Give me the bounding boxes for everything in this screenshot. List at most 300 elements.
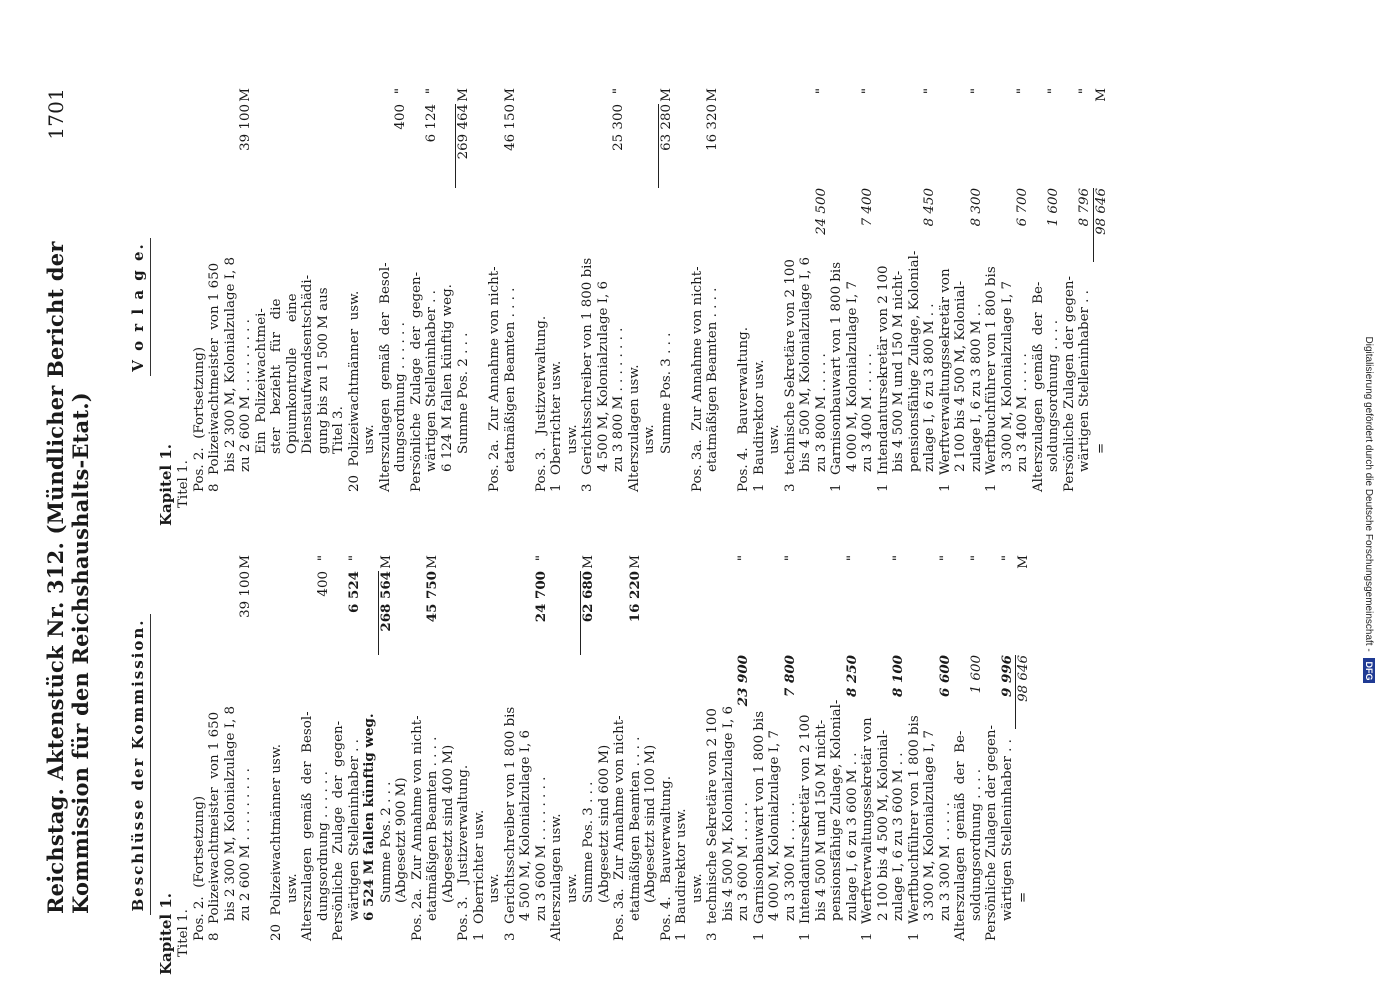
total-amount: 16 320 [705, 104, 720, 151]
currency-unit: M [627, 555, 643, 569]
line-text: Pos. 4. Bauverwaltung. [658, 776, 674, 941]
line-text: usw. [284, 873, 300, 903]
budget-line [518, 555, 534, 975]
line-text: Alterszulagen gemäß der Be- [1030, 281, 1046, 492]
currency-unit: M [705, 88, 720, 102]
column-beschluesse [113, 555, 1383, 975]
total-amount: 25 300 [611, 104, 626, 151]
line-text: 1 Werftverwaltungssekretär von [860, 717, 875, 941]
line-text: pensionsfähige Zulage, Kolonial- [829, 699, 844, 921]
total-amount: 39 100 [238, 104, 253, 151]
line-text: 4 000 M, Kolonialzulage I, 7 [767, 729, 782, 921]
line-text: zu 3 400 M . . . . . [1015, 353, 1030, 472]
vorlage-rows [156, 88, 1110, 526]
budget-line [409, 88, 425, 526]
line-text: Kapitel 1. [156, 444, 175, 526]
currency-unit: " [1015, 88, 1030, 95]
line-text: zulage I, 6 zu 3 800 M . . [922, 303, 937, 472]
budget-line [1015, 88, 1031, 526]
sub-amount: 1 600 [1046, 188, 1061, 227]
line-text: Alterszulagen gemäß der Be- [953, 730, 968, 941]
budget-line [627, 88, 643, 526]
budget-line [503, 555, 519, 975]
line-text: zu 3 300 M . . . . . [937, 802, 953, 921]
total-amount: 45 750 [424, 571, 440, 623]
line-text: 3 300 M, Kolonialzulage I, 7 [922, 729, 937, 921]
line-text: 8 Polizeiwachtmeister von 1 650 [207, 711, 222, 941]
line-text: bis 2 300 M, Kolonialzulage I, 8 [222, 256, 238, 472]
currency-unit: " [424, 88, 439, 95]
budget-line [331, 555, 347, 975]
budget-line [860, 88, 876, 526]
line-text: 1 Oberrichter usw. [471, 809, 487, 941]
sub-amount: 6 700 [1015, 188, 1030, 227]
budget-line [969, 88, 985, 526]
line-text: Ein Polizeiwachtmei- [253, 308, 269, 454]
budget-line [285, 555, 301, 975]
page-header [43, 88, 93, 914]
line-text: usw. [767, 424, 782, 454]
budget-line [829, 88, 845, 526]
line-text: 2 100 bis 4 500 M, Kolonial- [875, 729, 891, 921]
budget-line [767, 555, 783, 975]
beschluesse-rows [156, 555, 1032, 975]
line-text: zu 3 600 M . . . . . . . . [533, 776, 549, 921]
line-text: zulage I, 6 zu 3 800 M . . [968, 303, 984, 472]
line-text: gung bis zu 1 500 M aus [315, 287, 331, 454]
chapter-heading [156, 555, 175, 975]
line-text: Pos. 3. Justizverwaltung. [533, 315, 549, 492]
currency-unit: " [891, 555, 906, 562]
line-text: 1 Garnisonbauwart von 1 800 bis [751, 710, 767, 941]
line-text: Titel 1. [176, 909, 191, 957]
spacer [518, 88, 534, 526]
sub-amount: 8 100 [890, 655, 906, 697]
line-text: 3 technische Sekretäre von 2 100 [705, 708, 720, 941]
budget-line [378, 555, 395, 975]
currency-unit: " [968, 88, 984, 95]
budget-line [984, 88, 1000, 526]
line-text: 6 124 M fallen künftig weg. [439, 284, 455, 472]
line-text: dungsordnung . . . . . . [393, 322, 408, 472]
line-text: 1 Oberrichter usw. [549, 360, 564, 492]
budget-line [658, 88, 675, 526]
total-amount: 268 564 [378, 571, 395, 655]
line-text: usw. [689, 873, 705, 903]
budget-line [534, 555, 550, 975]
sub-amount: 98 646 [1093, 188, 1110, 262]
sub-amount: 7 800 [781, 655, 798, 697]
line-text: etatmäßigen Beamten . . . . [425, 736, 440, 921]
currency-unit: " [844, 555, 860, 562]
budget-line [238, 88, 254, 526]
sub-amount: 1 600 [968, 655, 984, 694]
currency-unit: M [1016, 555, 1031, 569]
budget-line [612, 555, 628, 975]
line-text: usw. [362, 424, 377, 454]
line-text: Alterszulagen gemäß der Besol- [377, 262, 393, 492]
line-text: zulage I, 6 zu 3 600 M . . [891, 752, 906, 921]
budget-line [176, 88, 192, 526]
currency-unit: M [238, 88, 253, 102]
line-text: Titel 3. [331, 406, 346, 454]
line-text: bis 4 500 M und 150 M nicht- [891, 270, 906, 472]
sub-amount: 8 450 [922, 188, 937, 227]
budget-line [565, 555, 581, 975]
line-text: soldungsordnung . . . . [968, 768, 984, 921]
line-text: zu 3 800 M . . . . . [813, 353, 829, 472]
budget-line [424, 88, 440, 526]
line-text: Persönliche Zulagen der gegen- [1061, 275, 1077, 492]
currency-unit: M [425, 555, 440, 569]
line-text: Pos. 2a. Zur Annahme von nicht- [409, 715, 425, 941]
budget-line [425, 555, 441, 975]
budget-line [1046, 88, 1062, 526]
budget-line [362, 555, 378, 975]
budget-line [503, 88, 519, 526]
budget-line [907, 555, 923, 975]
line-text: Dienstaufwandsentschädi- [300, 274, 315, 454]
budget-line [440, 88, 456, 526]
budget-line [1000, 88, 1016, 526]
line-text: Summe Pos. 2 . . . [456, 332, 471, 454]
budget-line [705, 88, 721, 526]
budget-line [487, 555, 503, 975]
budget-line [922, 88, 938, 526]
line-text: = [1016, 891, 1031, 903]
budget-line [1093, 88, 1110, 526]
total-amount: 6 124 [424, 104, 439, 143]
budget-line [953, 88, 969, 526]
budget-line [176, 555, 192, 975]
currency-unit: " [736, 555, 751, 562]
budget-line [1015, 555, 1032, 975]
budget-line [362, 88, 378, 526]
line-text: 3 300 M, Kolonialzulage I, 7 [999, 280, 1015, 472]
line-text: 4 500 M, Kolonialzulage I, 6 [595, 280, 611, 472]
line-text: 1 Intendantursekretär von 2 100 [798, 714, 813, 941]
budget-line [611, 88, 627, 526]
line-text: zu 2 600 M . . . . . . . . . [238, 768, 253, 921]
line-text: Opiumkontrolle eine [284, 293, 300, 454]
line-text: pensionsfähige Zulage, Kolonial- [906, 250, 922, 472]
line-text: 1 Baudirektor usw. [674, 808, 689, 941]
budget-line [876, 88, 892, 526]
line-text: Pos. 3. Justizverwaltung. [456, 764, 471, 941]
budget-line [829, 555, 845, 975]
line-text: Summe Pos. 3 . . . [658, 332, 674, 454]
budget-line [659, 555, 675, 975]
budget-line [938, 555, 954, 975]
budget-line [984, 555, 1000, 975]
currency-unit: " [999, 555, 1015, 562]
line-text: Persönliche Zulage der gegen- [331, 720, 346, 941]
currency-unit: " [1077, 88, 1092, 95]
sub-amount: 6 600 [936, 655, 953, 697]
line-text: (Abgesetzt sind 400 M) [440, 744, 456, 903]
line-text: 4 000 M, Kolonialzulage I, 7 [844, 280, 860, 472]
currency-unit: " [860, 88, 875, 95]
currency-unit: " [1046, 88, 1061, 95]
line-text: Kapitel 1. [156, 893, 175, 975]
budget-line [798, 88, 814, 526]
line-text: Alterszulagen gemäß der Besol- [300, 711, 315, 941]
line-text: wärtigen Stelleninhaber . . [999, 739, 1015, 921]
budget-line [798, 555, 814, 975]
total-amount: 269 464 [455, 104, 472, 188]
line-text: 1 Werftbuchführer von 1 800 bis [906, 715, 922, 941]
line-text: Pos. 3a. Zur Annahme von nicht- [612, 715, 627, 941]
line-text: zulage I, 6 zu 3 600 M . . [844, 752, 860, 921]
budget-line [192, 555, 208, 975]
budget-line [534, 88, 550, 526]
budget-line [721, 555, 737, 975]
budget-line [472, 555, 488, 975]
budget-line [596, 88, 612, 526]
total-amount: 62 680 [580, 571, 597, 655]
digitization-text: Digitalisierung gefördert durch die Deutsche Forschungsgemeinschaft - [1363, 336, 1374, 652]
total-amount: 63 280 [658, 104, 675, 188]
column-vorlage [113, 88, 1383, 526]
line-text: 8 Polizeiwachtmeister von 1 650 [207, 262, 222, 492]
budget-line [845, 88, 861, 526]
line-text: (Abgesetzt sind 100 M) [643, 744, 658, 903]
budget-line [316, 88, 332, 526]
line-text: 3 Gerichtsschreiber von 1 800 bis [502, 706, 518, 941]
budget-line [814, 88, 830, 526]
line-text: 20 Polizeiwachtmänner usw. [269, 744, 284, 941]
line-text: wärtigen Stelleninhaber . . [1077, 290, 1092, 472]
line-text: 2 100 bis 4 500 M, Kolonial- [953, 280, 968, 472]
budget-line [300, 88, 316, 526]
total-amount: 400 [393, 104, 408, 130]
sub-amount: 8 300 [968, 188, 984, 227]
line-text: 20 Polizeiwachtmänner usw. [346, 290, 362, 492]
line-text: usw. [642, 424, 657, 454]
budget-line [736, 555, 752, 975]
total-amount: 46 150 [502, 104, 518, 151]
currency-unit: M [378, 555, 394, 569]
line-text: Pos. 4. Bauverwaltung. [736, 327, 751, 492]
sub-amount: 23 900 [735, 655, 751, 707]
budget-line [223, 88, 239, 526]
line-text: zu 3 300 M . . . . . [782, 802, 798, 921]
budget-line [628, 555, 644, 975]
line-text: Alterszulagen usw. [626, 364, 642, 492]
currency-unit: M [581, 555, 596, 569]
spacer [254, 555, 270, 975]
budget-line [254, 88, 270, 526]
budget-line [238, 555, 254, 975]
currency-unit: M [1093, 88, 1109, 102]
line-text: 1 Werftbuchführer von 1 800 bis [984, 266, 999, 492]
line-text: (Abgesetzt sind 600 M) [596, 744, 612, 903]
line-text: soldungsordnung . . . . [1046, 319, 1061, 472]
line-text: 1 Garnisonbauwart von 1 800 bis [829, 261, 844, 492]
column-heading-vorlage: V o r l a g e. [131, 88, 147, 526]
budget-line [207, 555, 223, 975]
budget-line [192, 88, 208, 526]
budget-line [455, 88, 472, 526]
budget-line [643, 555, 659, 975]
budget-line [549, 555, 565, 975]
budget-line [922, 555, 938, 975]
budget-line [705, 555, 721, 975]
total-amount: 16 220 [626, 571, 643, 623]
currency-unit: " [533, 555, 549, 562]
line-text: etatmäßigen Beamten . . . . [502, 287, 518, 472]
dfg-logo: DFG [1363, 658, 1375, 683]
line-text: 4 500 M, Kolonialzulage I, 6 [518, 729, 533, 921]
budget-line [876, 555, 892, 975]
line-text: 3 Gerichtsschreiber von 1 800 bis [580, 257, 595, 492]
budget-line [597, 555, 613, 975]
budget-line [814, 555, 830, 975]
line-text: bis 4 500 M, Kolonialzulage I, 6 [798, 256, 813, 472]
line-text: zu 3 400 M . . . . . [860, 353, 875, 472]
currency-unit: M [456, 88, 471, 102]
line-text: zu 2 600 M . . . . . . . . . [238, 319, 253, 472]
budget-line [223, 555, 239, 975]
budget-line [410, 555, 426, 975]
currency-unit: " [922, 88, 937, 95]
budget-line [378, 88, 394, 526]
line-text: etatmäßigen Beamten . . . . [627, 736, 643, 921]
spacer [721, 88, 737, 526]
line-text: wärtigen Stelleninhaber . . [424, 290, 439, 472]
line-text: Alterszulagen usw. [549, 813, 564, 941]
line-text: 1 Baudirektor usw. [751, 359, 767, 492]
currency-unit: M [658, 88, 674, 102]
line-text: (Abgesetzt 900 M) [394, 777, 409, 903]
budget-line [1000, 555, 1016, 975]
line-text: dungsordnung . . . . . . [315, 771, 331, 921]
budget-line [549, 88, 565, 526]
line-text: usw. [564, 424, 580, 454]
budget-line [580, 88, 596, 526]
budget-line [752, 88, 768, 526]
line-text: Pos. 2. (Fortsetzung) [191, 795, 207, 941]
chapter-heading [156, 88, 175, 526]
budget-line [207, 88, 223, 526]
line-text: usw. [564, 873, 580, 903]
line-text: ster bezieht für die [269, 298, 284, 454]
line-text: Titel 1. [176, 460, 191, 508]
currency-unit: " [611, 88, 626, 95]
budget-line [891, 88, 907, 526]
budget-line [860, 555, 876, 975]
sub-amount: 8 250 [843, 655, 860, 697]
line-text: Summe Pos. 2 . . . [378, 781, 394, 903]
line-text: Persönliche Zulage der gegen- [408, 271, 424, 492]
budget-line [642, 88, 658, 526]
budget-line [300, 555, 316, 975]
budget-line [752, 555, 768, 975]
line-text: zu 3 600 M . . . . . [736, 802, 751, 921]
budget-line [456, 555, 472, 975]
total-amount: 400 [315, 571, 331, 597]
line-text: Persönliche Zulagen der gegen- [984, 724, 999, 941]
budget-line [347, 555, 363, 975]
sub-amount: 8 796 [1077, 188, 1092, 227]
budget-line [690, 88, 706, 526]
line-text: zu 3 800 M . . . . . . . . [611, 327, 626, 472]
budget-line [891, 555, 907, 975]
budget-line [269, 88, 285, 526]
budget-line [316, 555, 332, 975]
budget-line [674, 555, 690, 975]
sub-amount: 98 646 [1015, 655, 1032, 729]
line-text: 1 Intendantursekretär von 2 100 [875, 265, 891, 492]
line-text: bis 4 500 M und 150 M nicht- [813, 719, 829, 921]
budget-line [953, 555, 969, 975]
budget-line [394, 555, 410, 975]
budget-line [736, 88, 752, 526]
budget-line [907, 88, 923, 526]
line-text: 6 524 M fallen künftig weg. [361, 713, 377, 921]
budget-line [783, 555, 799, 975]
total-amount: 39 100 [238, 571, 253, 618]
budget-line [969, 555, 985, 975]
currency-unit: M [238, 555, 253, 569]
currency-unit: " [315, 555, 331, 562]
currency-unit: " [346, 555, 362, 562]
column-heading-beschluesse: Beschlüsse der Kommission. [131, 555, 147, 975]
budget-line [269, 555, 285, 975]
line-text: bis 2 300 M, Kolonialzulage I, 8 [222, 705, 238, 921]
line-text: = [1093, 442, 1109, 454]
budget-line [331, 88, 347, 526]
currency-unit: " [968, 555, 984, 562]
budget-line [441, 555, 457, 975]
total-amount: 24 700 [532, 571, 549, 623]
currency-unit: " [813, 88, 829, 95]
line-text: 3 technische Sekretäre von 2 100 [782, 259, 798, 492]
sub-amount: 9 996 [998, 655, 1015, 697]
page-number: 1701 [44, 88, 68, 140]
budget-line [565, 88, 581, 526]
budget-line [1077, 88, 1093, 526]
line-text: Pos. 2a. Zur Annahme von nicht- [487, 266, 502, 492]
line-text: Pos. 2. (Fortsetzung) [191, 346, 207, 492]
budget-line [393, 88, 409, 526]
budget-line [285, 88, 301, 526]
currency-unit: " [393, 88, 408, 95]
total-amount: 6 524 [345, 571, 362, 613]
budget-line [347, 88, 363, 526]
budget-line [1031, 88, 1047, 526]
currency-unit: " [782, 555, 798, 562]
budget-line [767, 88, 783, 526]
line-text: Summe Pos. 3 . . . [581, 781, 596, 903]
currency-unit: " [937, 555, 953, 562]
line-text: bis 4 500 M, Kolonialzulage I, 6 [720, 705, 736, 921]
line-text: 1 Werftverwaltungssekretär von [937, 268, 953, 492]
budget-line [487, 88, 503, 526]
page-title: Reichstag. Aktenstück Nr. 312. (Mündlicher Bericht der Kommission für den Reichshaushalts-Etat.) [43, 241, 93, 914]
spacer [472, 88, 488, 526]
sub-amount: 24 500 [813, 188, 829, 235]
budget-line [783, 88, 799, 526]
line-text: wärtigen Stelleninhaber . . [346, 739, 362, 921]
budget-line [580, 555, 597, 975]
line-text: Pos. 3a. Zur Annahme von nicht- [689, 266, 705, 492]
currency-unit: M [502, 88, 518, 102]
budget-line [845, 555, 861, 975]
sub-amount: 7 400 [860, 188, 875, 227]
budget-line [690, 555, 706, 975]
line-text: usw. [487, 873, 502, 903]
